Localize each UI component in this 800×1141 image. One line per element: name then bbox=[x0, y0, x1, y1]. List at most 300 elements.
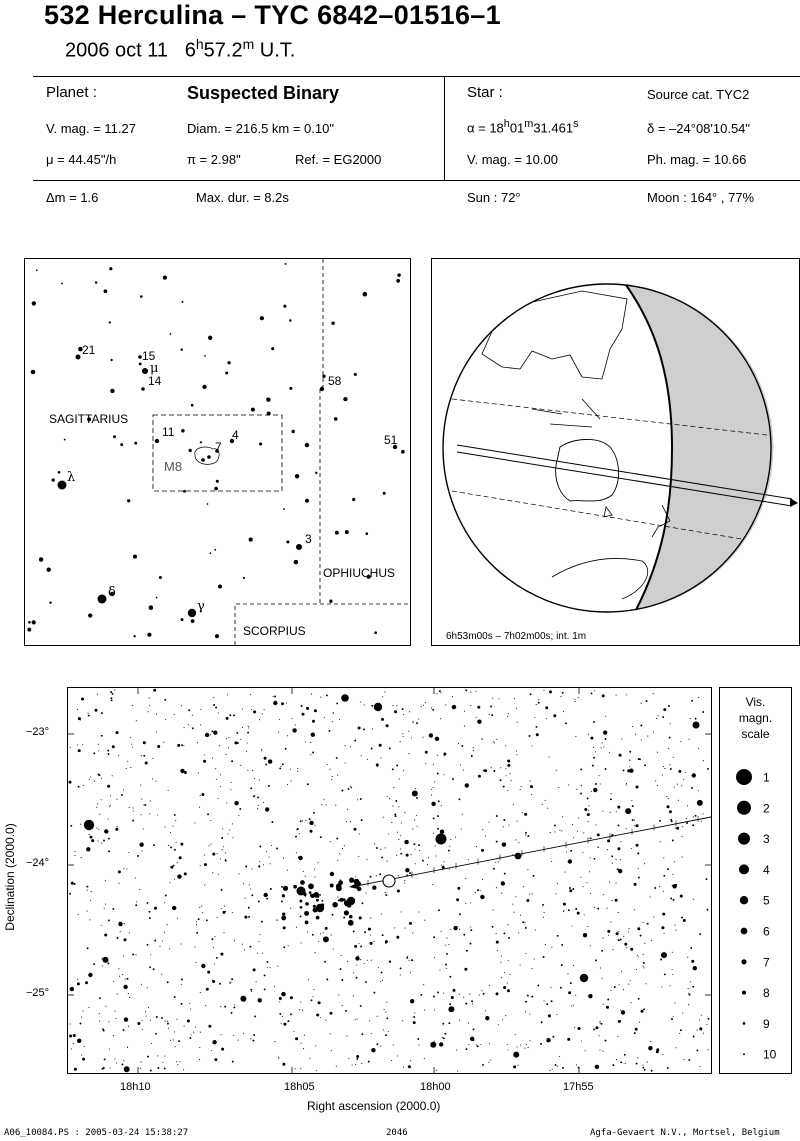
finder-star bbox=[39, 557, 43, 561]
finder-star bbox=[134, 442, 137, 445]
background-star bbox=[147, 1056, 149, 1058]
background-star bbox=[602, 742, 603, 743]
background-star bbox=[489, 1043, 490, 1044]
background-star bbox=[412, 933, 413, 934]
background-star bbox=[314, 869, 315, 870]
background-star bbox=[204, 863, 207, 866]
background-star bbox=[435, 845, 436, 846]
background-star bbox=[73, 1043, 74, 1044]
background-star bbox=[629, 769, 633, 773]
background-star bbox=[629, 751, 631, 753]
background-star bbox=[515, 1034, 516, 1035]
background-star bbox=[417, 1038, 419, 1040]
background-star bbox=[688, 1059, 690, 1061]
background-star bbox=[631, 848, 632, 849]
background-star bbox=[128, 1026, 129, 1027]
background-star bbox=[491, 714, 493, 716]
finder-star bbox=[218, 584, 222, 588]
background-star bbox=[371, 960, 372, 961]
background-star bbox=[234, 940, 235, 941]
finder-star bbox=[88, 613, 92, 617]
background-star bbox=[615, 899, 618, 902]
background-star bbox=[295, 1037, 298, 1040]
background-star bbox=[651, 940, 652, 941]
background-star bbox=[252, 770, 253, 771]
background-star bbox=[529, 894, 530, 895]
background-star bbox=[156, 731, 157, 732]
background-star bbox=[253, 710, 256, 713]
background-star bbox=[507, 924, 508, 925]
background-star bbox=[231, 978, 233, 980]
background-star bbox=[118, 968, 119, 969]
cluster-star bbox=[305, 920, 309, 924]
background-star bbox=[600, 1023, 601, 1024]
background-star bbox=[108, 838, 110, 840]
background-star bbox=[110, 691, 112, 693]
target-star-circle bbox=[383, 875, 395, 887]
background-star bbox=[130, 737, 131, 738]
background-star bbox=[314, 825, 315, 826]
cluster-star bbox=[316, 899, 319, 902]
finder-star bbox=[322, 375, 325, 378]
background-star bbox=[392, 806, 393, 807]
background-star bbox=[408, 731, 409, 732]
background-star bbox=[360, 959, 361, 960]
background-star bbox=[224, 1006, 226, 1008]
background-star bbox=[656, 718, 657, 719]
background-star bbox=[312, 934, 314, 936]
background-star bbox=[201, 793, 204, 796]
background-star bbox=[324, 717, 325, 718]
background-star bbox=[371, 1048, 375, 1052]
info-top-rule bbox=[33, 76, 800, 77]
background-star bbox=[224, 906, 225, 907]
background-star bbox=[199, 1059, 200, 1060]
finder-chart bbox=[24, 258, 411, 646]
event-time-minutes: 57.2 bbox=[203, 39, 243, 62]
background-star bbox=[643, 967, 644, 968]
background-star bbox=[618, 1020, 621, 1023]
background-star bbox=[177, 918, 178, 919]
background-star bbox=[634, 909, 635, 910]
background-star bbox=[513, 804, 514, 805]
background-star bbox=[338, 994, 339, 995]
background-star bbox=[167, 924, 168, 925]
background-star bbox=[674, 787, 675, 788]
star-label-lambda: λ bbox=[67, 470, 76, 485]
background-star bbox=[347, 961, 348, 962]
background-star bbox=[309, 818, 311, 820]
background-star bbox=[445, 945, 446, 946]
finder-star bbox=[189, 449, 192, 452]
background-star bbox=[643, 954, 644, 955]
background-star bbox=[605, 1040, 607, 1042]
background-star bbox=[610, 921, 611, 922]
background-star bbox=[151, 1043, 152, 1044]
background-star bbox=[330, 1033, 331, 1034]
background-star bbox=[91, 891, 92, 892]
background-star bbox=[686, 818, 687, 819]
background-star bbox=[456, 1050, 457, 1051]
background-star bbox=[659, 820, 661, 822]
background-star bbox=[143, 828, 144, 829]
background-star bbox=[672, 974, 673, 975]
background-star bbox=[492, 926, 494, 928]
background-star bbox=[456, 926, 457, 927]
background-star bbox=[409, 711, 410, 712]
background-star bbox=[552, 1036, 554, 1038]
finder-star bbox=[283, 508, 285, 510]
background-star bbox=[303, 1048, 304, 1049]
background-star bbox=[257, 953, 258, 954]
background-star bbox=[634, 883, 637, 886]
background-star bbox=[181, 943, 182, 944]
background-star bbox=[363, 728, 365, 730]
background-star bbox=[113, 981, 114, 982]
background-star bbox=[316, 1014, 319, 1017]
background-star bbox=[411, 737, 412, 738]
background-star bbox=[500, 779, 502, 781]
background-star bbox=[561, 964, 563, 966]
background-star bbox=[226, 738, 227, 739]
constellation-label-scorpius: SCORPIUS bbox=[243, 624, 306, 638]
background-star bbox=[636, 1063, 638, 1065]
background-star bbox=[192, 727, 194, 729]
background-star bbox=[109, 806, 110, 807]
background-star bbox=[175, 1046, 176, 1047]
background-star bbox=[470, 902, 471, 903]
background-star bbox=[239, 808, 241, 810]
background-star bbox=[141, 1062, 142, 1063]
background-star bbox=[150, 801, 151, 802]
background-star bbox=[664, 933, 665, 934]
background-star bbox=[507, 764, 510, 767]
cluster-star bbox=[309, 891, 312, 894]
background-star bbox=[573, 965, 574, 966]
background-star bbox=[187, 1020, 190, 1023]
background-star bbox=[688, 1004, 689, 1005]
cluster-star bbox=[349, 878, 354, 883]
background-star bbox=[688, 993, 689, 994]
background-star bbox=[437, 815, 439, 817]
background-star bbox=[386, 1002, 387, 1003]
background-star bbox=[516, 754, 517, 755]
background-star bbox=[590, 893, 591, 894]
background-star bbox=[480, 890, 481, 891]
background-star bbox=[514, 698, 515, 699]
background-star bbox=[102, 1028, 104, 1030]
background-star bbox=[155, 1033, 157, 1035]
background-star bbox=[465, 903, 466, 904]
background-star bbox=[582, 886, 583, 887]
background-star bbox=[213, 704, 215, 706]
background-star bbox=[466, 950, 468, 952]
background-star bbox=[501, 956, 502, 957]
page-title: 532 Herculina – TYC 6842–01516–1 bbox=[44, 0, 501, 30]
background-star bbox=[616, 811, 617, 812]
background-star bbox=[141, 755, 142, 756]
background-star bbox=[149, 966, 151, 968]
background-star bbox=[530, 785, 533, 788]
background-star bbox=[410, 999, 414, 1003]
background-star bbox=[360, 701, 361, 702]
background-star bbox=[538, 699, 539, 700]
background-star bbox=[101, 778, 102, 779]
background-star bbox=[530, 1040, 531, 1041]
background-star bbox=[513, 1065, 516, 1068]
finder-star bbox=[305, 443, 309, 447]
background-star bbox=[611, 855, 613, 857]
background-star bbox=[387, 861, 388, 862]
background-star bbox=[277, 920, 278, 921]
background-star bbox=[618, 939, 620, 941]
finder-star bbox=[32, 620, 36, 624]
background-star bbox=[507, 790, 508, 791]
legend-dot-10 bbox=[743, 1053, 745, 1055]
star-label-58: 58 bbox=[328, 374, 342, 388]
background-star bbox=[71, 882, 74, 885]
background-star bbox=[457, 1070, 458, 1071]
background-star bbox=[594, 858, 596, 860]
background-star bbox=[83, 1011, 84, 1012]
background-star bbox=[681, 917, 683, 919]
background-star bbox=[174, 814, 176, 816]
background-star bbox=[339, 853, 340, 854]
background-star bbox=[320, 1017, 321, 1018]
background-star bbox=[143, 804, 144, 805]
background-star bbox=[485, 1010, 486, 1011]
background-star bbox=[94, 781, 95, 782]
background-star bbox=[250, 694, 251, 695]
background-star bbox=[385, 1011, 386, 1012]
background-star bbox=[211, 1050, 212, 1051]
background-star bbox=[203, 760, 206, 763]
background-star bbox=[326, 979, 328, 981]
background-star bbox=[690, 718, 691, 719]
background-star bbox=[184, 727, 185, 728]
background-star bbox=[640, 935, 642, 937]
background-star bbox=[179, 1061, 180, 1062]
background-star bbox=[310, 830, 313, 833]
background-star bbox=[412, 791, 418, 797]
background-star bbox=[424, 920, 425, 921]
background-star bbox=[517, 722, 518, 723]
background-star bbox=[367, 759, 368, 760]
background-star bbox=[607, 908, 608, 909]
background-star bbox=[398, 875, 399, 876]
background-star bbox=[96, 827, 97, 828]
finder-star bbox=[31, 370, 36, 375]
background-star bbox=[234, 801, 238, 805]
background-star bbox=[672, 969, 673, 970]
planet-parallax: π = 2.98" bbox=[187, 152, 241, 167]
background-star bbox=[253, 1034, 255, 1036]
background-star bbox=[196, 932, 198, 934]
background-star bbox=[599, 1049, 600, 1050]
star-label-14: 14 bbox=[148, 374, 162, 388]
background-star bbox=[210, 734, 211, 735]
background-star bbox=[374, 843, 375, 844]
background-star bbox=[110, 795, 111, 796]
background-star bbox=[366, 859, 367, 860]
y-tick-label-23: −23° bbox=[26, 726, 50, 738]
background-star bbox=[603, 730, 607, 734]
background-star bbox=[193, 1032, 194, 1033]
background-star bbox=[448, 1006, 454, 1012]
background-star bbox=[697, 800, 703, 806]
background-star bbox=[443, 753, 446, 756]
background-star bbox=[431, 802, 435, 806]
background-star bbox=[355, 1019, 356, 1020]
background-star bbox=[227, 694, 228, 695]
background-star bbox=[620, 841, 621, 842]
background-star bbox=[264, 974, 266, 976]
background-star bbox=[132, 820, 134, 822]
background-star bbox=[501, 977, 502, 978]
background-star bbox=[219, 983, 221, 985]
background-star bbox=[108, 850, 110, 852]
background-star bbox=[101, 712, 103, 714]
constellation-label-sagittarius: SAGITTARIUS bbox=[49, 412, 129, 426]
background-star bbox=[693, 966, 697, 970]
orbit-reference: Ref. = EG2000 bbox=[295, 152, 382, 167]
background-star bbox=[507, 982, 508, 983]
background-star bbox=[643, 1008, 645, 1010]
background-star bbox=[682, 1012, 683, 1013]
background-star bbox=[496, 992, 499, 995]
background-star bbox=[259, 719, 260, 720]
background-star bbox=[161, 1017, 163, 1019]
background-star bbox=[485, 1016, 489, 1020]
background-star bbox=[415, 863, 416, 864]
background-star bbox=[184, 872, 187, 875]
background-star bbox=[413, 1021, 416, 1024]
background-star bbox=[682, 836, 683, 837]
background-star bbox=[115, 1018, 116, 1019]
background-star bbox=[650, 1041, 651, 1042]
background-star bbox=[680, 895, 683, 898]
background-star bbox=[601, 950, 603, 952]
star-3 bbox=[296, 544, 302, 550]
background-star bbox=[336, 1066, 337, 1067]
background-star bbox=[303, 871, 304, 872]
background-star bbox=[233, 714, 235, 716]
background-star bbox=[528, 1047, 529, 1048]
background-star bbox=[382, 934, 384, 936]
background-star bbox=[410, 1060, 411, 1061]
background-star bbox=[671, 1018, 673, 1020]
background-star bbox=[517, 1065, 518, 1066]
background-star bbox=[361, 755, 362, 756]
background-star bbox=[177, 874, 181, 878]
background-star bbox=[320, 933, 321, 934]
legend-dot-8 bbox=[742, 991, 746, 995]
source-catalog: Source cat. TYC2 bbox=[647, 87, 750, 102]
background-star bbox=[212, 1040, 216, 1044]
finder-star bbox=[260, 316, 264, 320]
background-star bbox=[305, 741, 306, 742]
cluster-star bbox=[293, 885, 297, 889]
background-star bbox=[628, 931, 629, 932]
background-star bbox=[87, 911, 88, 912]
background-star bbox=[355, 876, 356, 877]
background-star bbox=[233, 1006, 235, 1008]
background-star bbox=[531, 794, 532, 795]
background-star bbox=[159, 946, 160, 947]
background-star bbox=[91, 839, 94, 842]
background-star bbox=[231, 1012, 233, 1014]
background-star bbox=[358, 943, 359, 944]
background-star bbox=[500, 767, 501, 768]
background-star bbox=[398, 839, 399, 840]
background-star bbox=[90, 900, 91, 901]
background-star bbox=[263, 864, 264, 865]
background-star bbox=[283, 946, 285, 948]
background-star bbox=[394, 813, 396, 815]
finder-star bbox=[202, 385, 206, 389]
background-star bbox=[578, 697, 579, 698]
background-star bbox=[403, 714, 404, 715]
finder-star bbox=[47, 568, 51, 572]
background-star bbox=[452, 778, 454, 780]
background-star bbox=[97, 804, 98, 805]
background-star bbox=[495, 862, 496, 863]
star-label-21: 21 bbox=[82, 343, 96, 357]
background-star bbox=[225, 853, 226, 854]
background-star bbox=[197, 742, 198, 743]
background-star bbox=[199, 807, 200, 808]
background-star bbox=[669, 810, 672, 813]
bright-star-6 bbox=[297, 887, 306, 896]
background-star bbox=[394, 927, 395, 928]
finder-star bbox=[315, 472, 317, 474]
background-star bbox=[592, 765, 594, 767]
background-star bbox=[417, 826, 418, 827]
background-star bbox=[200, 1032, 201, 1033]
bright-star-7 bbox=[316, 904, 324, 912]
background-star bbox=[176, 1061, 177, 1062]
cluster-star bbox=[349, 915, 353, 919]
background-star bbox=[128, 852, 129, 853]
background-star bbox=[670, 898, 672, 900]
ra-m-unit: m bbox=[524, 118, 534, 130]
background-star bbox=[290, 908, 291, 909]
background-star bbox=[520, 789, 521, 790]
background-star bbox=[449, 1003, 451, 1005]
background-star bbox=[335, 805, 336, 806]
background-star bbox=[77, 979, 78, 980]
asia-outline bbox=[482, 291, 627, 379]
background-star bbox=[450, 839, 451, 840]
background-star bbox=[200, 709, 201, 710]
background-star bbox=[496, 841, 498, 843]
m8-star-1 bbox=[201, 458, 205, 462]
background-star bbox=[690, 981, 691, 982]
background-star bbox=[450, 929, 451, 930]
background-star bbox=[634, 819, 635, 820]
background-star bbox=[149, 813, 150, 814]
background-star bbox=[103, 957, 109, 963]
background-star bbox=[672, 840, 674, 842]
background-star bbox=[214, 1058, 217, 1061]
background-star bbox=[164, 826, 165, 827]
background-star bbox=[262, 713, 263, 714]
background-star bbox=[104, 934, 107, 937]
background-star bbox=[330, 769, 331, 770]
star-gamma bbox=[188, 609, 196, 617]
background-star bbox=[369, 1020, 370, 1021]
background-star bbox=[93, 963, 95, 965]
